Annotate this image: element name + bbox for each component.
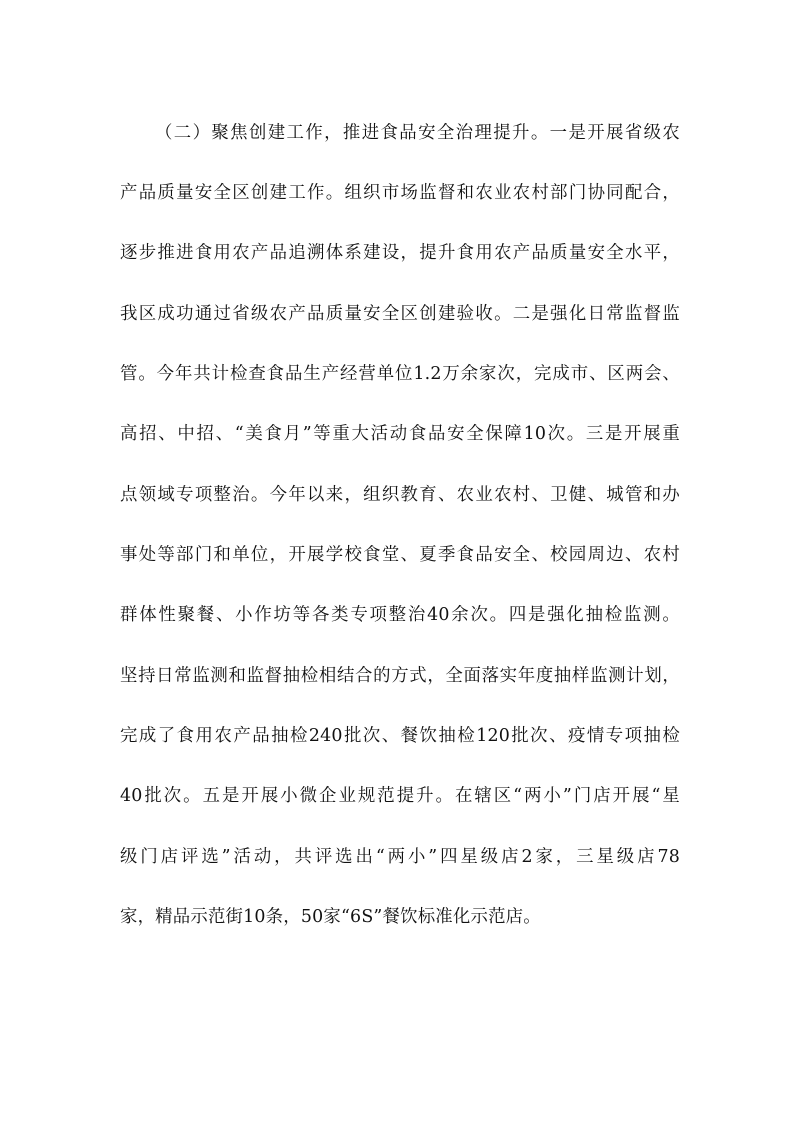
paragraph-line: 逐步推进食用农产品追溯体系建设，提升食用农产品质量安全水平，	[120, 243, 680, 263]
paragraph-line: 点领域专项整治。今年以来，组织教育、农业农村、卫健、城管和办	[120, 485, 680, 505]
paragraph-line: 坚持日常监测和监督抽检相结合的方式，全面落实年度抽样监测计划，	[120, 666, 680, 686]
paragraph-line: 事处等部门和单位，开展学校食堂、夏季食品安全、校园周边、农村	[120, 545, 680, 565]
paragraph-line: 产品质量安全区创建工作。组织市场监督和农业农村部门协同配合，	[120, 183, 680, 203]
paragraph-line: 家，精品示范街10条，50家“6S”餐饮标准化示范店。	[120, 907, 541, 927]
paragraph-line: 管。今年共计检查食品生产经营单位1.2万余家次，完成市、区两会、	[120, 364, 680, 384]
paragraph-line: 完成了食用农产品抽检240批次、餐饮抽检120批次、疫情专项抽检	[120, 726, 680, 746]
paragraph-line: 高招、中招、“美食月”等重大活动食品安全保障10次。三是开展重	[120, 424, 680, 444]
paragraph-line: 我区成功通过省级农产品质量安全区创建验收。二是强化日常监督监	[120, 304, 680, 324]
paragraph-line: （二）聚焦创建工作，推进食品安全治理提升。一是开展省级农	[155, 123, 680, 143]
paragraph-line: 群体性聚餐、小作坊等各类专项整治40余次。四是强化抽检监测。	[120, 605, 680, 625]
paragraph-line: 级门店评选”活动，共评选出“两小”四星级店2家，三星级店78	[120, 847, 680, 867]
paragraph-line: 40批次。五是开展小微企业规范提升。在辖区“两小”门店开展“星	[120, 786, 680, 806]
